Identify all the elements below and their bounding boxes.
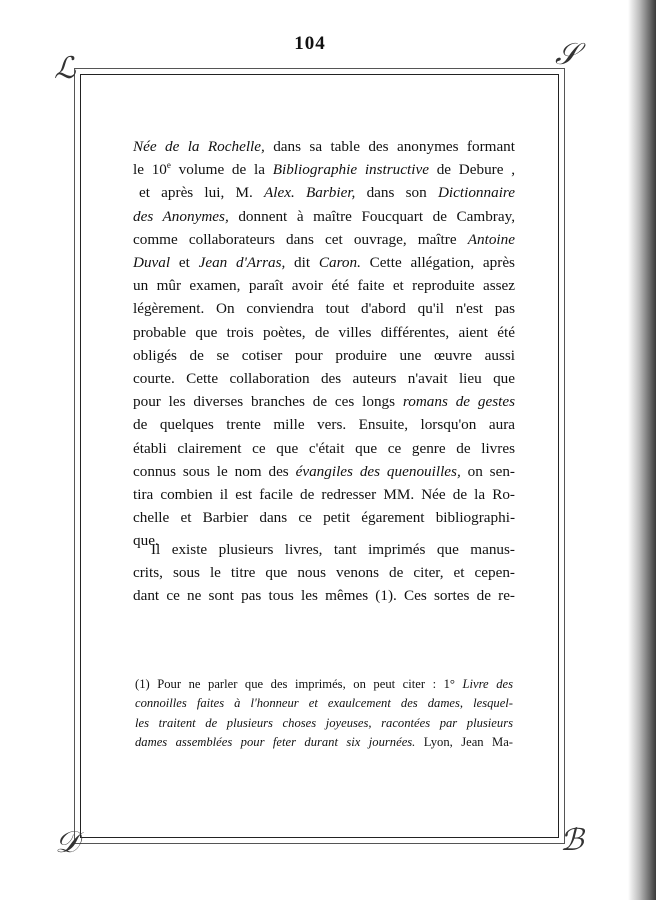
footnote-line: (1) Pour ne parler que des imprimés, on peut citer : 1° Livre des [135,677,513,691]
corner-ornament-top-right: 𝒮 [555,37,579,72]
text-line: chelle et Barbier dans ce petit égarement bibliographi- [133,509,515,527]
text-line: de quelques trente mille vers. Ensuite, lorsqu'on aura [133,416,515,434]
page-edge-shadow [628,0,656,900]
text-line: un mûr examen, paraît avoir été faite et reproduite assez [133,277,515,295]
text-line: que. [133,532,159,550]
text-line: courte. Cette collaboration des auteurs n'avait lieu que [133,370,515,388]
text-line: des Anonymes, donnent à maître Foucquart de Cambray, [133,207,516,225]
text-line: obligés de se cotiser pour produire une œuvre aussi [133,346,515,364]
text-line: comme collaborateurs dans cet ouvrage, maître Antoine [133,230,515,248]
text-line: le 10e volume de la Bibliographie instructive de Debure , [133,160,516,179]
corner-ornament-top-left: ℒ [54,51,76,86]
text-line: pour les diverses branches de ces longs romans de gestes [133,393,515,411]
text-line: crits, sous le titre que nous venons de citer, et cepen- [133,564,515,582]
page-number: 104 [294,33,326,54]
text-line: tira combien il est facile de redresser MM. Née de la Ro- [133,486,515,504]
text-line: probable que trois poètes, de villes différentes, aient été [133,323,515,341]
text-line: Il existe plusieurs livres, tant imprimés que manus- [151,541,515,558]
text-line: dant ce ne sont pas tous les mêmes (1). Ces sortes de re- [133,587,515,605]
text-line: Née de la Rochelle, dans sa table des anonymes formant [133,138,515,155]
text-line: établi clairement ce que c'était que ce genre de livres [133,439,515,457]
paragraph-2 [133,538,515,608]
footnote-line: dames assemblées pour feter durant six journées. Lyon, Jean Ma- [135,735,514,750]
corner-ornament-bottom-right: ℬ [560,823,584,858]
text-line: légèrement. On conviendra tout d'abord qu'il n'est pas [133,300,515,318]
footnote-line: connoilles faites à l'honneur et exaulcement des dames, lesquel- [135,696,513,711]
footnote-line: les traitent de plusieurs choses joyeuses, racontées par plusieurs [135,715,513,730]
footnote [135,675,513,753]
corner-ornament-bottom-left: 𝒟 [55,825,79,860]
text-line: et après lui, M. Alex. Barbier, dans son Dictionnaire [139,184,516,202]
paragraph-1 [133,135,515,553]
text-line: Duval et Jean d'Arras, dit Caron. Cette allégation, après [133,254,515,272]
text-line: connus sous le nom des évangiles des quenouilles, on sen- [133,462,515,480]
